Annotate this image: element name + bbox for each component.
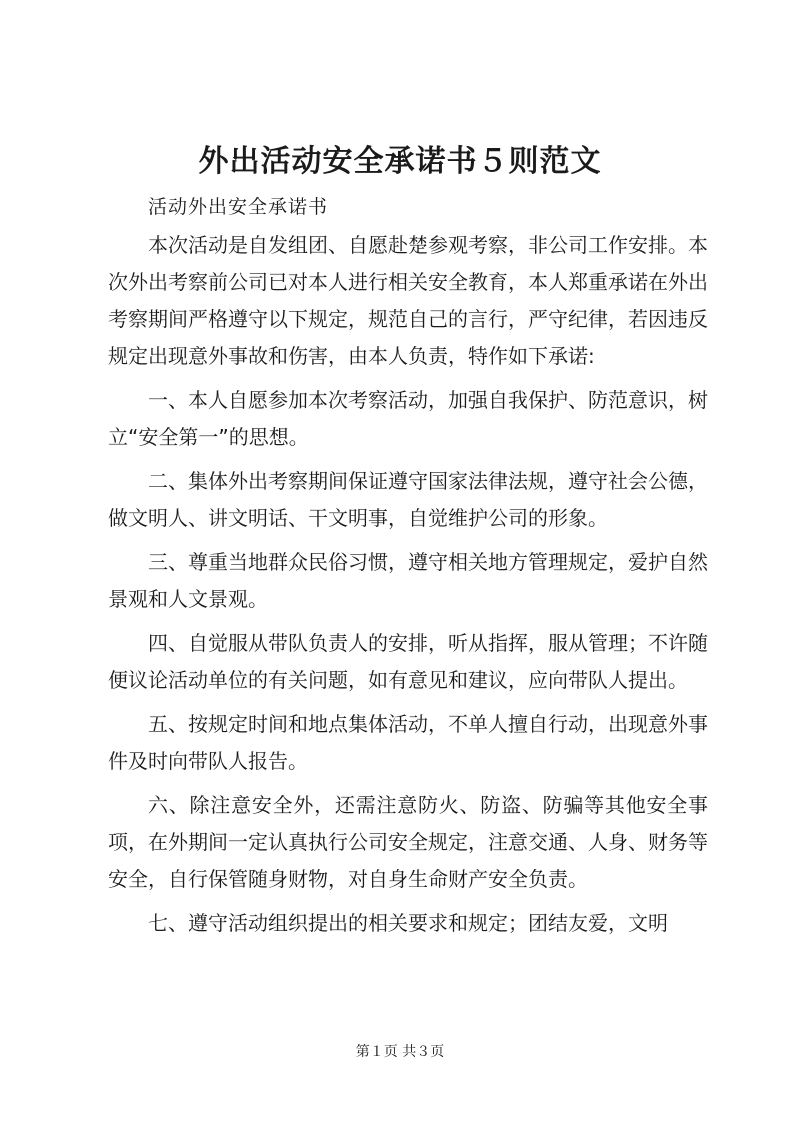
document-body: [108, 227, 708, 942]
paragraph-item-5: 五、按规定时间和地点集体活动，不单人擅自行动，出现意外事件及时向带队人报告。: [108, 712, 708, 773]
paragraph-item-4: 四、自觉服从带队负责人的安排，听从指挥，服从管理；不许随便议论活动单位的有关问题，如有意见和建议，应向带队人提出。: [108, 631, 708, 692]
paragraph-intro: 本次活动是自发组团、自愿赴楚参观考察，非公司工作安排。本次外出考察前公司已对本人进行相关安全教育，本人郑重承诺在外出考察期间严格遵守以下规定，规范自己的言行，严守纪律，若因违反规定出现意外事故和伤害，由本人负责，特作如下承诺:: [108, 233, 708, 368]
page-footer: 第１页 共３页: [355, 1044, 445, 1060]
paragraph-item-3: 三、尊重当地群众民俗习惯，遵守相关地方管理规定，爱护自然景观和人文景观。: [108, 550, 708, 611]
paragraph-item-6: 六、除注意安全外，还需注意防火、防盗、防骗等其他安全事项，在外期间一定认真执行公司安全规定，注意交通、人身、财务等安全，自行保管随身财物，对自身生命财产安全负责。: [108, 793, 708, 891]
paragraph-item-2: 二、集体外出考察期间保证遵守国家法律法规，遵守社会公德，做文明人、讲文明话、干文明事，自觉维护公司的形象。: [108, 469, 708, 530]
paragraph-item-7: 七、遵守活动组织提出的相关要求和规定；团结友爱，文明: [148, 911, 668, 935]
document-title: 外出活动安全承诺书５则范文: [198, 144, 602, 179]
paragraph-item-1: 一、本人自愿参加本次考察活动，加强自我保护、防范意识，树立“安全第一”的思想。: [108, 388, 708, 449]
document-subtitle: 活动外出安全承诺书: [148, 196, 329, 218]
